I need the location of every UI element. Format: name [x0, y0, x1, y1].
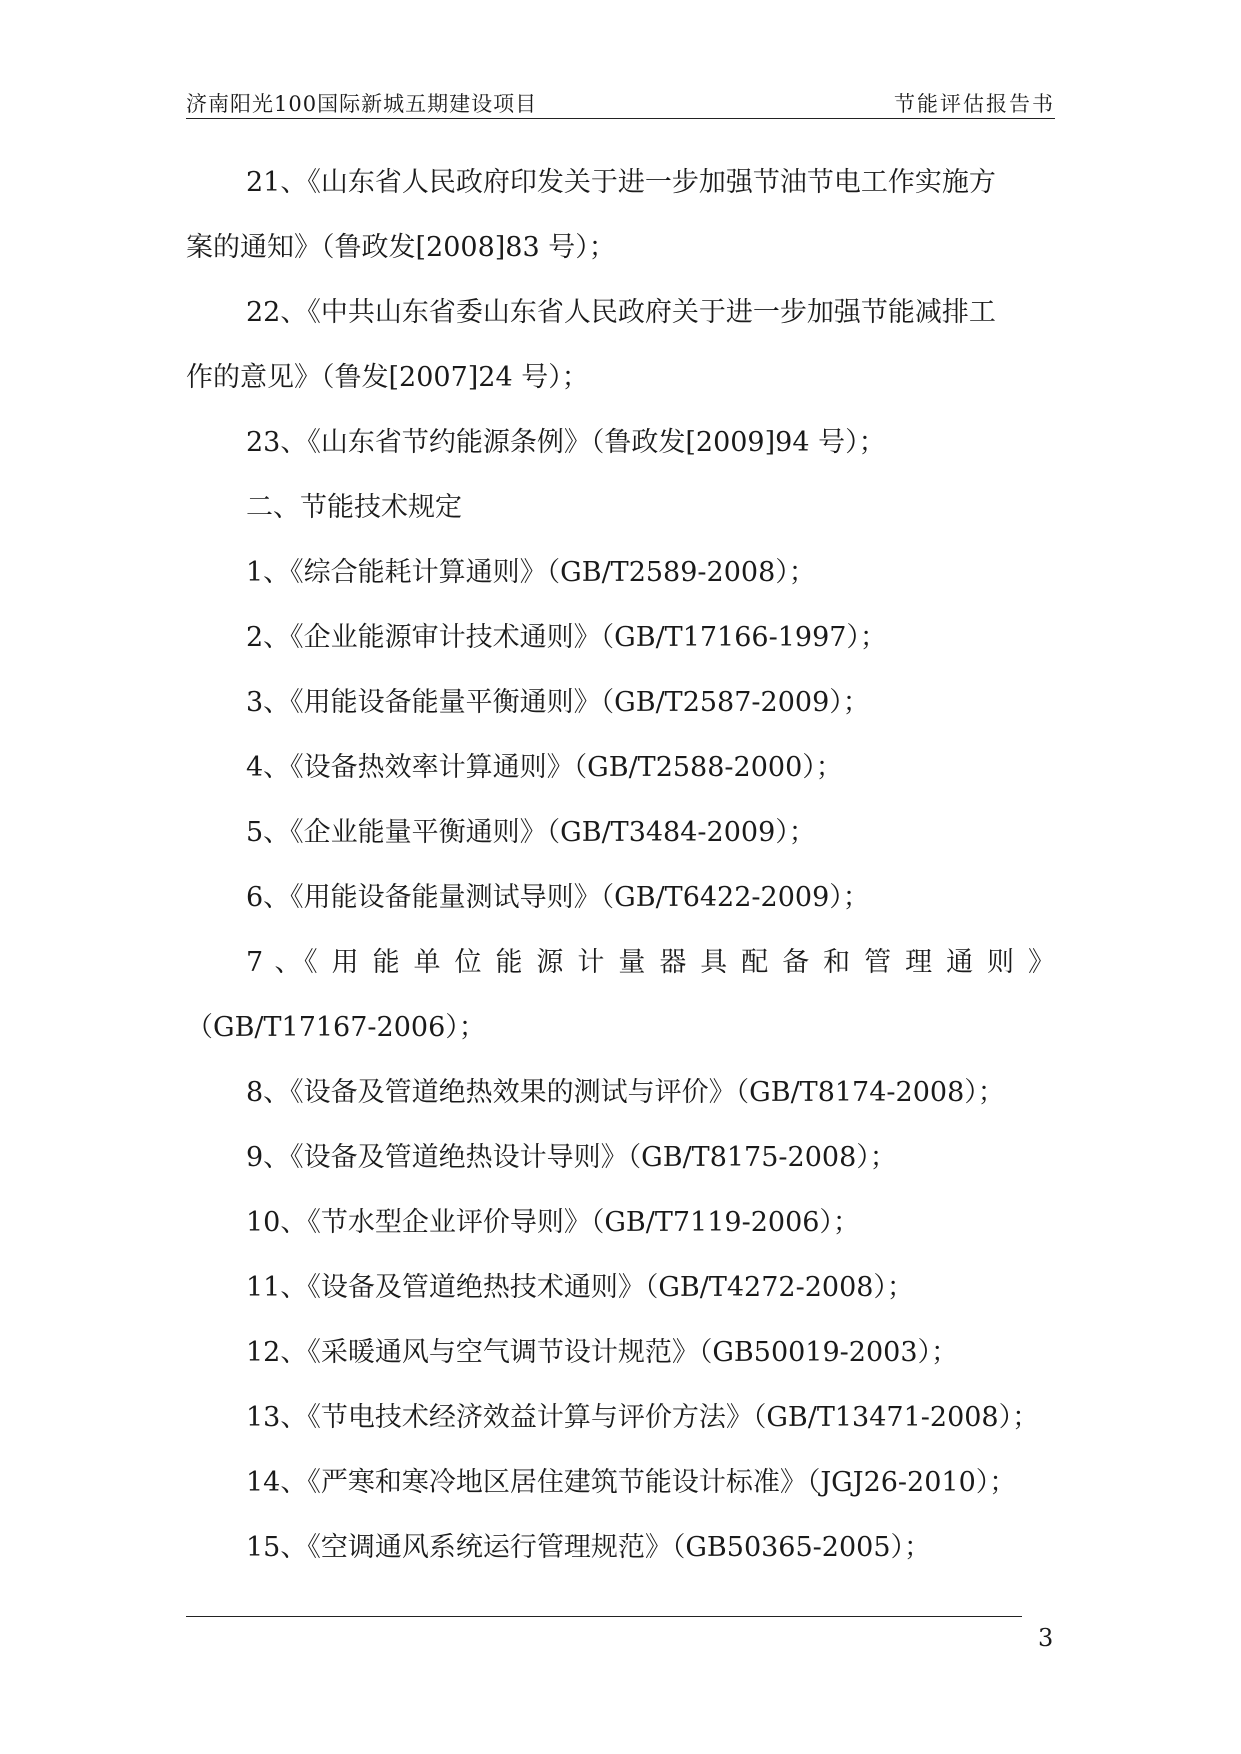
- standard-7-line2: （GB/T17167-2006）；: [186, 1012, 486, 1043]
- standard-1: 1、《综合能耗计算通则》（GB/T2589-2008）；: [246, 557, 816, 588]
- standard-11: 11、《设备及管道绝热技术通则》（GB/T4272-2008）；: [246, 1272, 914, 1303]
- standard-3: 3、《用能设备能量平衡通则》（GB/T2587-2009）；: [246, 687, 870, 718]
- standard-12: 12、《采暖通风与空气调节设计规范》（GB50019-2003）；: [246, 1337, 958, 1368]
- standard-7-line1: 7 、《 用 能 单 位 能 源 计 量 器 具 配 备 和 管 理 通 则 》: [246, 947, 1055, 978]
- header-document-type: 节能评估报告书: [894, 92, 1055, 116]
- page-header: [186, 84, 1055, 119]
- standard-10: 10、《节水型企业评价导则》（GB/T7119-2006）；: [246, 1207, 860, 1238]
- standard-15: 15、《空调通风系统运行管理规范》（GB50365-2005）；: [246, 1532, 931, 1563]
- standard-2: 2、《企业能源审计技术通则》（GB/T17166-1997）；: [246, 622, 887, 653]
- standard-4: 4、《设备热效率计算通则》（GB/T2588-2000）；: [246, 752, 843, 783]
- document-body: [186, 150, 1055, 1580]
- regulation-23: 23、《山东省节约能源条例》（鲁政发[2009]94 号）；: [246, 427, 886, 458]
- standard-5: 5、《企业能量平衡通则》（GB/T3484-2009）；: [246, 817, 816, 848]
- regulation-21-line2: 案的通知》（鲁政发[2008]83 号）；: [186, 232, 616, 263]
- standard-13: 13、《节电技术经济效益计算与评价方法》（GB/T13471-2008）；: [246, 1402, 1040, 1433]
- regulation-22-line1: 22、《中共山东省委山东省人民政府关于进一步加强节能减排工: [246, 297, 996, 328]
- regulation-21-line1: 21、《山东省人民政府印发关于进一步加强节油节电工作实施方: [246, 167, 996, 198]
- standard-9: 9、《设备及管道绝热设计导则》（GB/T8175-2008）；: [246, 1142, 897, 1173]
- standard-6: 6、《用能设备能量测试导则》（GB/T6422-2009）；: [246, 882, 870, 913]
- regulation-22-line2: 作的意见》（鲁发[2007]24 号）；: [186, 362, 589, 393]
- page-number: 3: [1038, 1624, 1054, 1652]
- footer-divider: [186, 1616, 1022, 1617]
- standard-8: 8、《设备及管道绝热效果的测试与评价》（GB/T8174-2008）；: [246, 1077, 1005, 1108]
- header-project-title: 济南阳光100国际新城五期建设项目: [186, 92, 538, 116]
- standard-14: 14、《严寒和寒冷地区居住建筑节能设计标准》（JGJ26-2010）；: [246, 1467, 1017, 1498]
- section-heading-technical-rules: 二、节能技术规定: [246, 492, 462, 523]
